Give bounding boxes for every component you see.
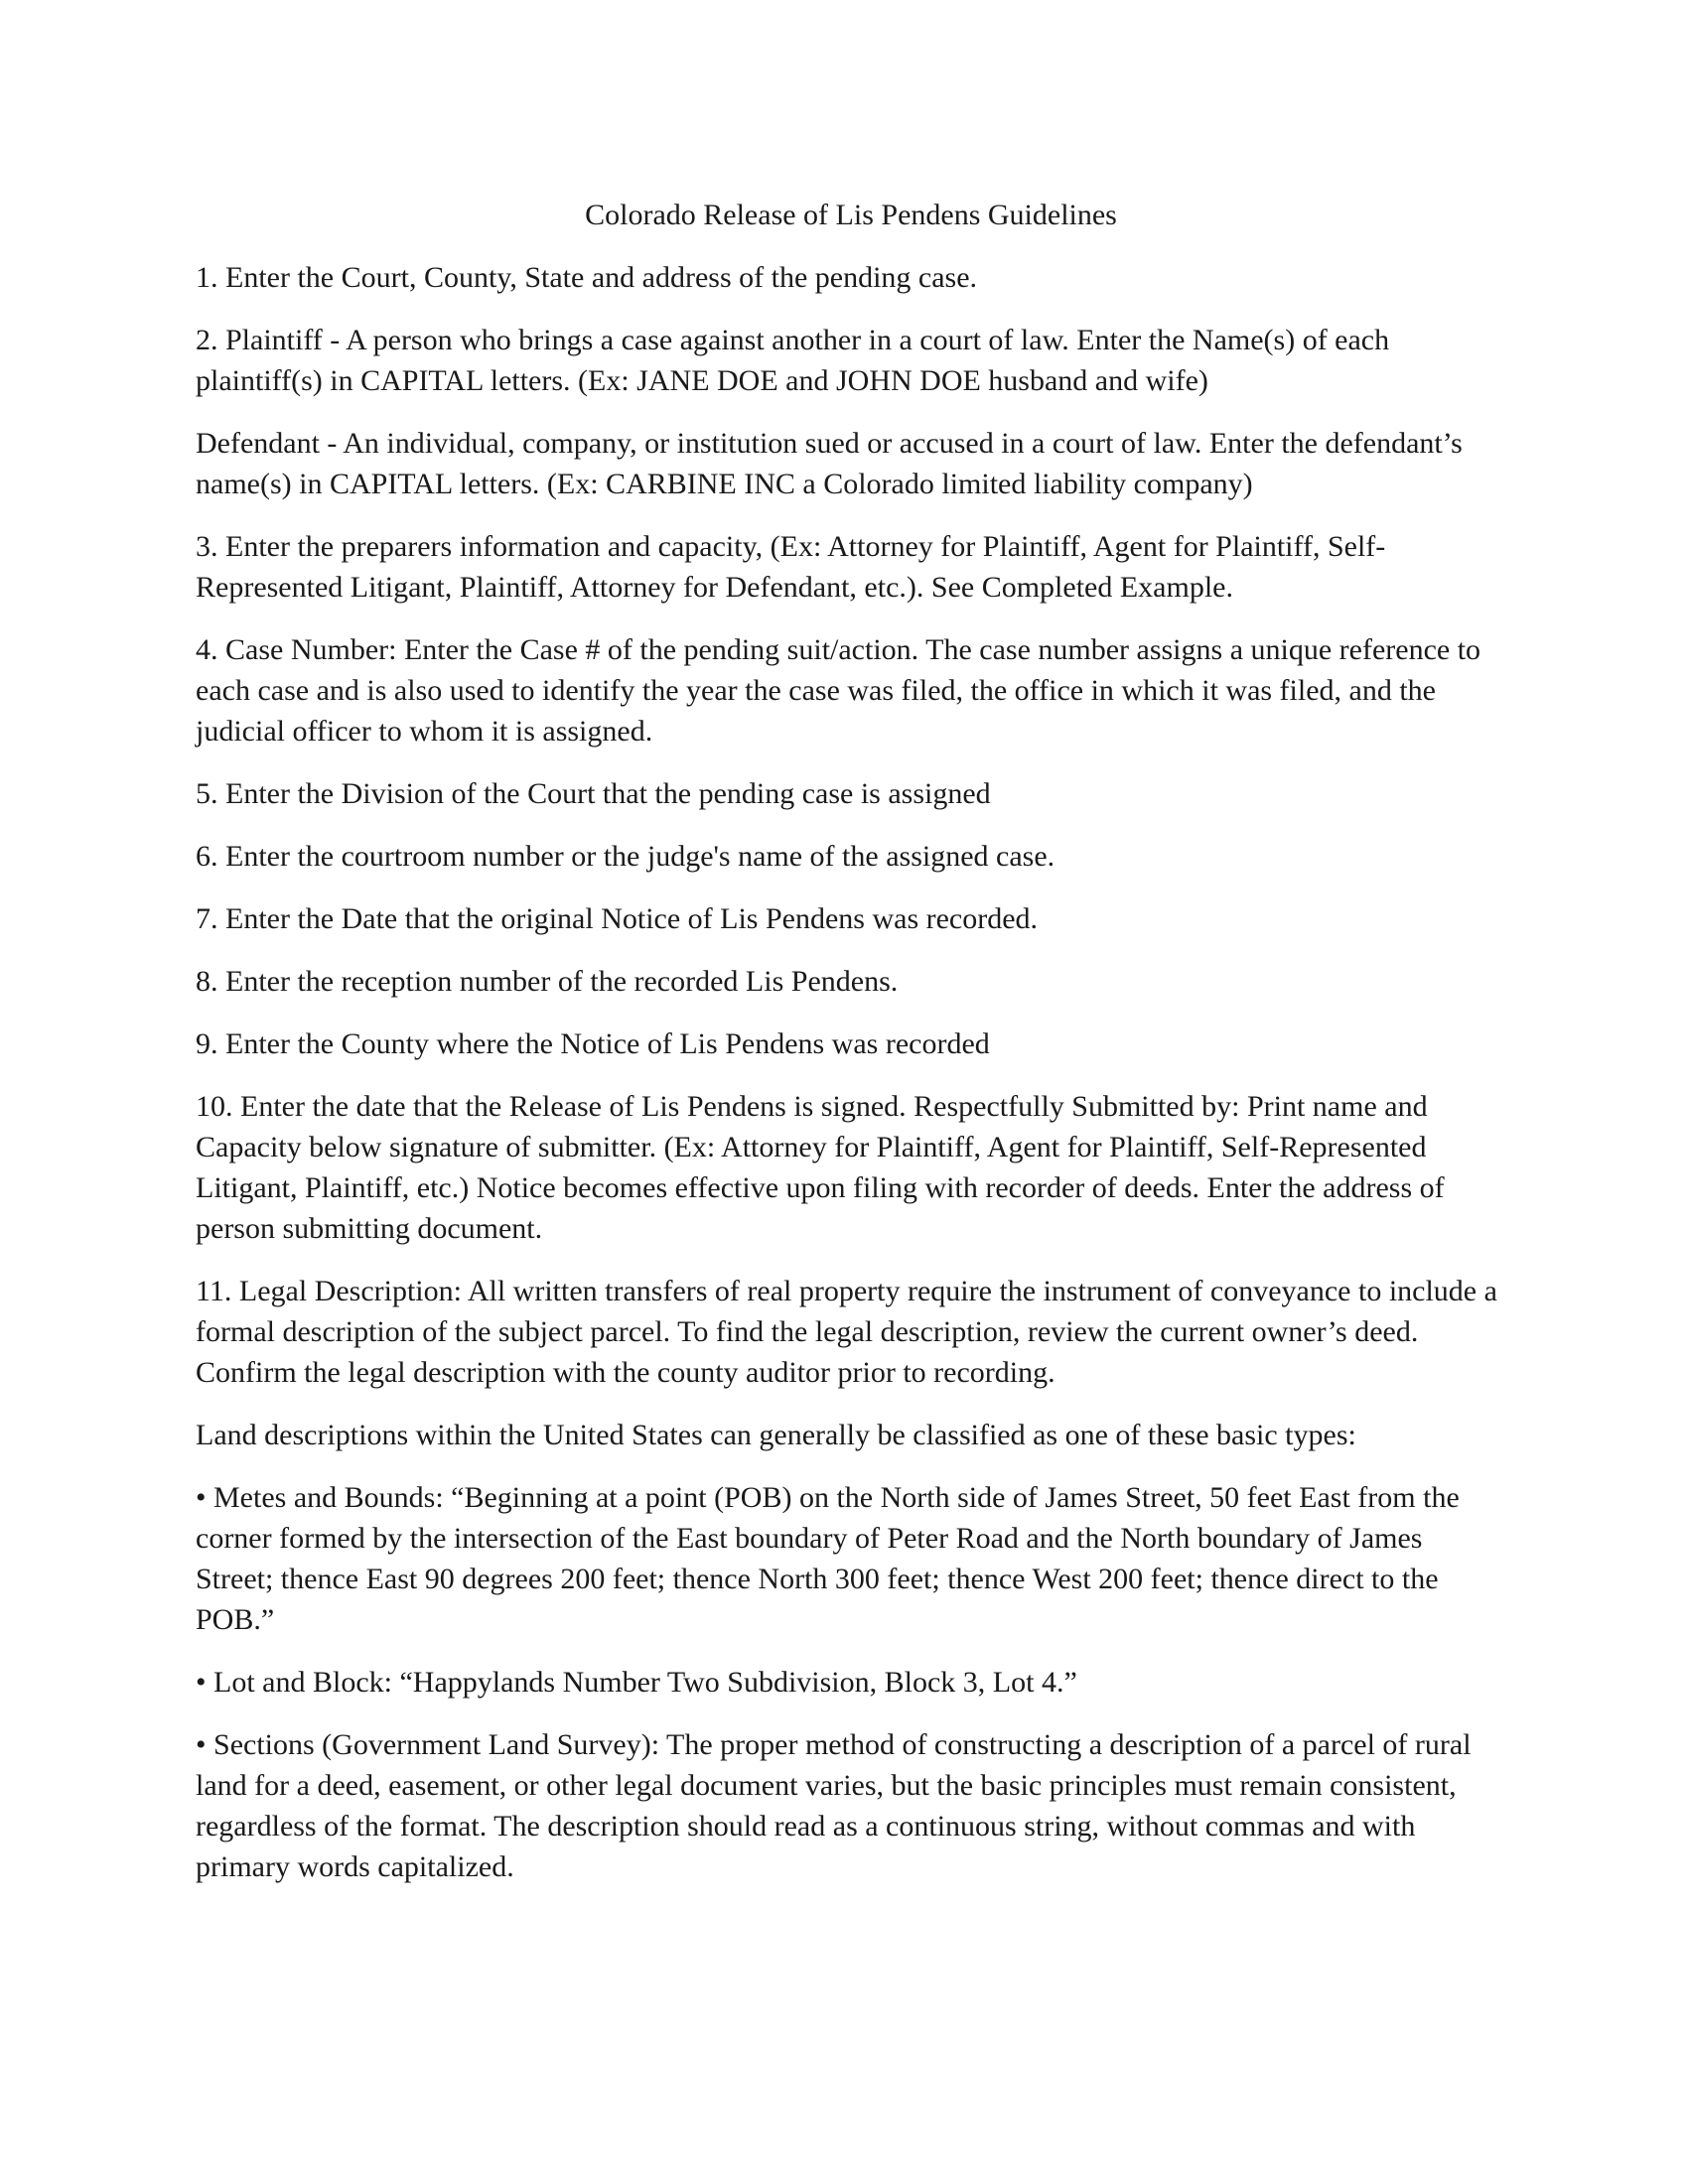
instruction-defendant: Defendant - An individual, company, or institution sued or accused in a court of law. Enter the defendant’s name(s) in CAPITAL letters. (Ex: CARBINE INC a Colorado limited liability company) bbox=[196, 427, 1463, 500]
instruction-7-date-recorded: 7. Enter the Date that the original Notice of Lis Pendens was recorded. bbox=[196, 902, 1039, 935]
bullet-metes-and-bounds: • Metes and Bounds: “Beginning at a point (POB) on the North side of James Street, 50 feet East from the corner formed by the intersection of the East boundary of Peter Road and the North boundary of James Street; thence East 90 degrees 200 feet; thence North 300 feet; thence West 200 feet; thence direct to the POB.” bbox=[196, 1481, 1460, 1636]
bullet-sections: • Sections (Government Land Survey): The proper method of constructing a description of a parcel of rural land for a deed, easement, or other legal document varies, but the basic principles must remain consistent, regardless of the format. The description should read as a continuous string, without commas and with primary words capitalized. bbox=[196, 1728, 1472, 1883]
instruction-2-plaintiff: 2. Plaintiff - A person who brings a case against another in a court of law. Enter the Name(s) of each plaintiff(s) in CAPITAL letters. (Ex: JANE DOE and JOHN DOE husband and wife) bbox=[196, 324, 1390, 397]
instruction-10-date-signed: 10. Enter the date that the Release of Lis Pendens is signed. Respectfully Submitted by: Print name and Capacity below signature of submitter. (Ex: Attorney for Plaintiff, Agent for Plaintiff, Self-Represented Litigant, Plaintiff, etc.) Notice becomes effective upon filing with recorder of deeds. Enter the address of person submitting document. bbox=[196, 1090, 1445, 1245]
bullet-lot-and-block: • Lot and Block: “Happylands Number Two Subdivision, Block 3, Lot 4.” bbox=[196, 1666, 1077, 1699]
instruction-11-legal-description: 11. Legal Description: All written transfers of real property require the instrument of conveyance to include a formal description of the subject parcel. To find the legal description, review the current owner’s deed. Confirm the legal description with the county auditor prior to recording. bbox=[196, 1275, 1497, 1389]
instruction-9-county: 9. Enter the County where the Notice of Lis Pendens was recorded bbox=[196, 1027, 990, 1060]
instruction-6-courtroom: 6. Enter the courtroom number or the judge's name of the assigned case. bbox=[196, 840, 1055, 873]
land-description-types-intro: Land descriptions within the United States can generally be classified as one of these basic types: bbox=[196, 1419, 1356, 1451]
instruction-8-reception-number: 8. Enter the reception number of the recorded Lis Pendens. bbox=[196, 965, 899, 998]
instruction-3-preparer: 3. Enter the preparers information and capacity, (Ex: Attorney for Plaintiff, Agent for Plaintiff, Self-Represented Litigant, Plaintiff, Attorney for Defendant, etc.). See Completed Example. bbox=[196, 530, 1386, 604]
document-title: Colorado Release of Lis Pendens Guidelines bbox=[585, 199, 1117, 231]
instruction-5-division: 5. Enter the Division of the Court that the pending case is assigned bbox=[196, 777, 991, 810]
instruction-4-case-number: 4. Case Number: Enter the Case # of the pending suit/action. The case number assigns a unique reference to each case and is also used to identify the year the case was filed, the office in which it was filed, and the judicial officer to whom it is assigned. bbox=[196, 633, 1481, 748]
instruction-1-court: 1. Enter the Court, County, State and address of the pending case. bbox=[196, 261, 978, 294]
document-page bbox=[196, 195, 1506, 1909]
